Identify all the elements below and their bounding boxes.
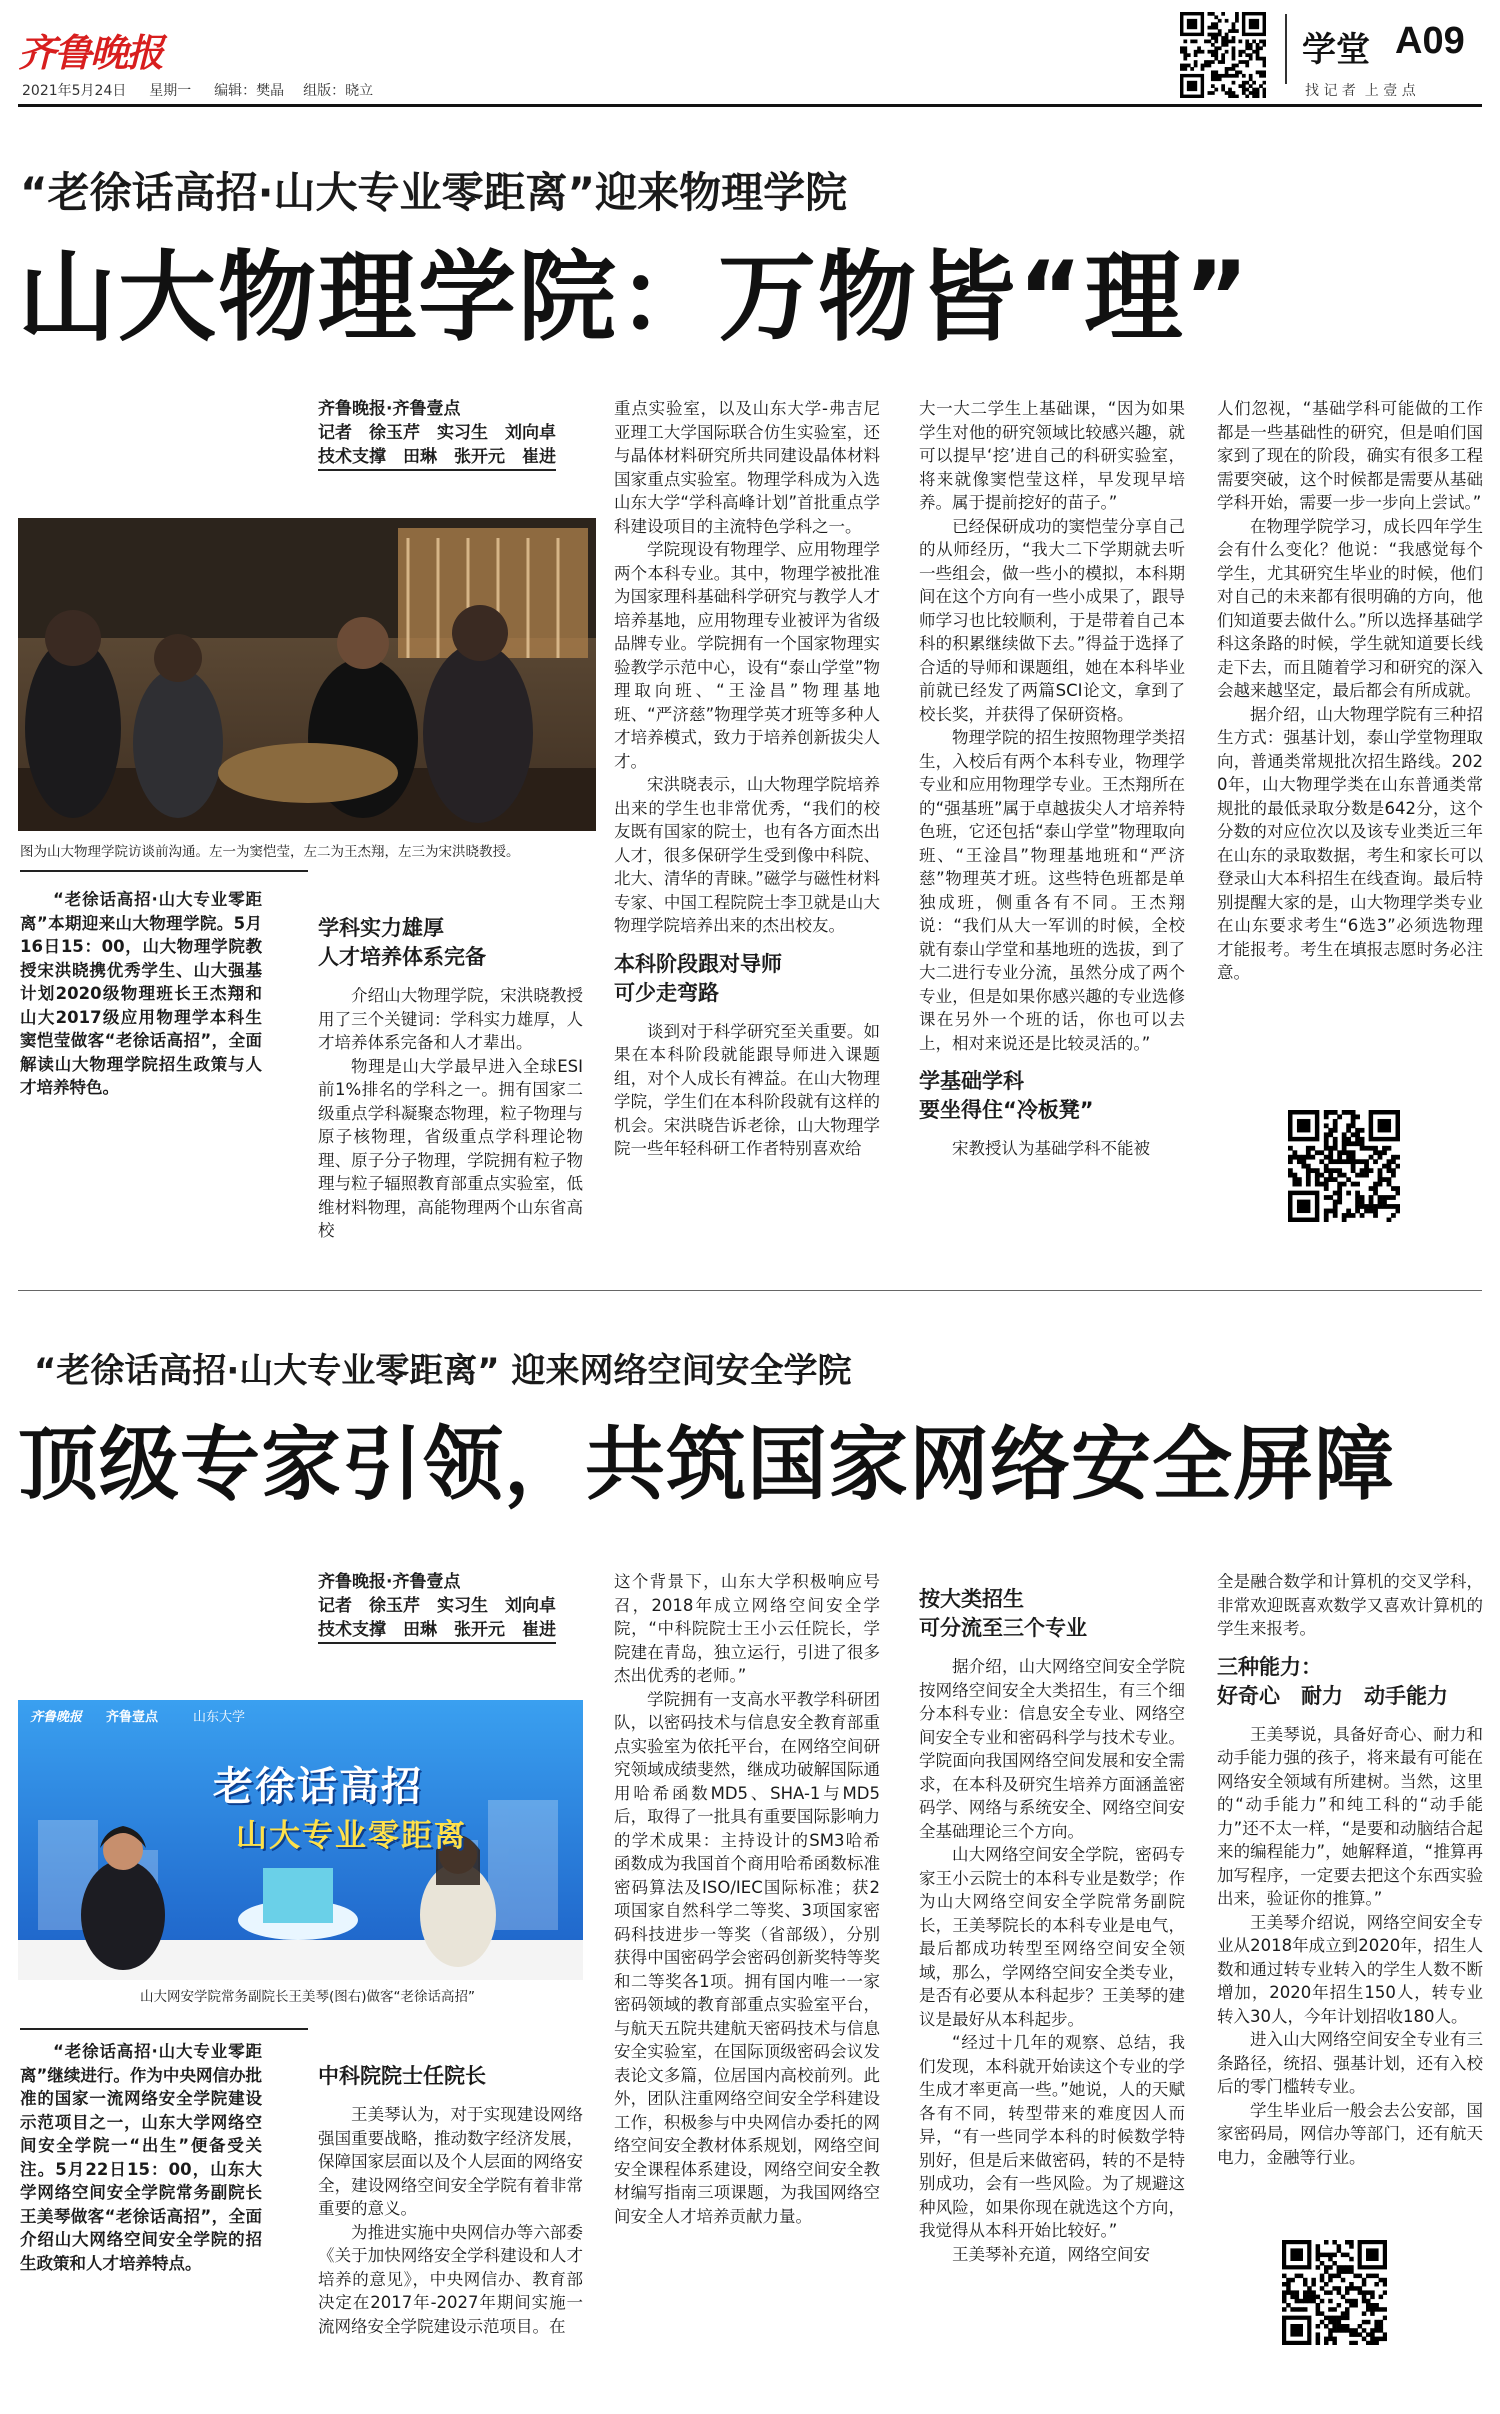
article1-photo [18,518,596,831]
qr-code-icon [1288,1110,1400,1222]
body-paragraph: 大一大二学生上基础课，“因为如果学生对他的研究领域比较感兴趣，就可以提早‘挖’进自己的科研实验室，将来就像窦恺莹这样，早发现早培养。属于提前挖好的苗子。” [919,399,1185,512]
article1-lead [20,888,262,1100]
article2-lead [20,2040,262,2275]
body-paragraph: 为推进实施中央网信办等六部委《关于加快网络安全学科建设和人才培养的意见》，中央网信办、教育部决定在2017年-2027年期间实施一流网络安全学院建设示范项目。在 [318,2222,583,2336]
photo-title1: 老徐话高招 [213,1764,423,1810]
body-paragraph: 宋洪晓表示，山大物理学院培养出来的学生也非常优秀，“我们的校友既有国家的院士，也有各方面杰出人才，很多保研学生受到像中科院、北大、清华的青睐。”磁学与磁性材料专家、中国工程院院士李卫就是山大物理学院培养出来的杰出校友。 [614,775,880,935]
body-paragraph: 物理学院的招生按照物理学类招生，入校后有两个本科专业，物理学专业和应用物理学专业。王杰翔所在的“强基班”属于卓越拔尖人才培养特色班，它还包括“泰山学堂”物理取向班、“王淦昌”物理基地班和“严济慈”物理英才班。这些特色班都是单独成班，侧重各有不同。王杰翔说：“我们从大一军训的时候，全校就有泰山学堂和基地班的选拔，到了大二进行专业分流，虽然分成了两个专业，但是如果你感兴趣的专业选修课在另外一个班的话，你也可以去上，相对来说还是比较灵活的。” [919,728,1185,1053]
masthead [0,0,1500,110]
slogan: 找 记 者 上 壹 点 [1305,83,1416,99]
byline-line: 技术支撑 田琳 张开元 崔进 [318,1618,556,1644]
section-title: 学堂 [1302,30,1370,70]
article2-col2 [318,2050,583,2390]
article1-col2 [318,902,583,1272]
article-separator [18,1290,1482,1291]
weekday: 星期一 [149,83,192,99]
body-paragraph: 山大网络空间安全学院，密码专家王小云院士的本科专业是数学；作为山大网络空间安全学院常务副院长，王美琴院长的本科专业是电气，最后都成功转型至网络空间安全领域，那么，学网络空间安全类专业，是否有必要从本科起步？王美琴的建议是最好从本科起步。 [919,1845,1185,2029]
lead-text: “老徐话高招·山大专业零距离”本期迎来山大物理学院。5月16日15：00，山大物理学院教授宋洪晓携优秀学生、山大强基计划2020级物理班长王杰翔和山大2017级应用物理学本科生窦恺莹做客“老徐话高招”，全面解读山大物理学院招生政策与人才培养特色。 [20,890,262,1097]
editor: 编辑：樊晶 [214,83,285,99]
body-paragraph: 学生毕业后一般会去公安部，国家密码局，网信办等部门，还有航天电力，金融等行业。 [1217,2100,1483,2167]
photo-logo-right: 山东大学 [193,1710,246,1725]
article1-col3 [614,397,880,1277]
article2-col3 [614,1570,880,2395]
body-paragraph: 谈到对于科学研究至关重要。如果在本科阶段就能跟导师进入课题组，对个人成长有裨益。在山大物理学院，学生们在本科阶段就有这样的机会。宋洪晓告诉老徐，山大物理学院一些年轻科研工作者特别喜欢给 [614,1021,880,1158]
body-paragraph: 学院现设有物理学、应用物理学两个本科专业。其中，物理学被批准为国家理科基础科学研究与教学人才培养基地，应用物理专业被评为省级品牌专业。学院拥有一个国家物理实验教学示范中心，设有“泰山学堂”物理取向班、“王淦昌”物理基地班、“严济慈”物理学英才班等多种人才培养模式，致力于培养创新拔尖人才。 [614,540,880,771]
date-line [22,80,373,100]
body-paragraph: 王美琴认为，对于实现建设网络强国重要战略，推动数字经济发展，保障国家层面以及个人层面的网络安全，建设网络空间安全学院有着非常重要的意义。 [318,2105,583,2218]
byline-line: 齐鲁晚报·齐鲁壹点 [318,1572,461,1592]
body-paragraph: 物理是山大学最早进入全球ESI前1%排名的学科之一。拥有国家二级重点学科凝聚态物理，粒子物理与原子核物理，省级重点学科理论物理、原子分子物理，学院拥有粒子物理与粒子辐照教育部重点实验室，低维材料物理，高能物理两个山东省高校 [318,1056,583,1240]
qr-code-icon [1282,2240,1387,2345]
lead-rule [20,870,308,872]
body-paragraph: 重点实验室，以及山东大学-弗吉尼亚理工大学国际联合仿生实验室，还与晶体材料研究所共同建设晶体材料国家重点实验室。物理学科成为入选山东大学“学科高峰计划”首批重点学科建设项目的主流特色学科之一。 [614,399,880,536]
body-paragraph: “经过十几年的观察、总结，我们发现，本科就开始读这个专业的学生成才率更高一些。”她说，人的天赋各有不同，转型带来的难度因人而异，“有一些同学本科的时候数学特别好，但是后来做密码，转的不是特别成功，会有一些风险。为了规避这种风险，如果你现在就选这个方向，我觉得从本科开始比较好。” [919,2033,1185,2240]
photo-title2: 山大专业零距离 [236,1818,467,1854]
body-paragraph: 全是融合数学和计算机的交叉学科，非常欢迎既喜欢数学又喜欢计算机的学生来报考。 [1217,1572,1483,1638]
subheading: 学基础学科 要坐得住“冷板凳” [919,1069,1094,1122]
subheading: 本科阶段跟对导师 可少走弯路 [614,951,782,1005]
byline-line: 技术支撑 田琳 张开元 崔进 [318,445,556,471]
lead-rule [20,2028,308,2030]
byline-line: 齐鲁晚报·齐鲁壹点 [318,399,461,419]
body-paragraph: 已经保研成功的窦恺莹分享自己的从师经历，“我大二下学期就去听一些组会，做一些小的模拟，本科期间在这个方向有一些小成果了，跟导师学习也比较顺利，于是带着自己本科的积累继续做下去。”得益于选择了合适的导师和课题组，她在本科毕业前就已经发了两篇SCI论文，拿到了校长奖，并获得了保研资格。 [919,516,1185,724]
paper-logo: 齐鲁晚报 [18,30,163,75]
article1-photo-caption: 图为山大物理学院访谈前沟通。左一为窦恺莹，左二为王杰翔，左三为宋洪晓教授。 [20,844,520,860]
body-paragraph: 据介绍，山大网络空间安全学院按网络空间安全大类招生，有三个细分本科专业：信息安全专业、网络空间安全专业和密码科学与技术专业。学院面向我国网络空间发展和安全需求，在本科及研究生培养方面涵盖密码学、网络与系统安全、网络空间安全基础理论三个方向。 [919,1657,1185,1841]
page-number: A09 [1395,20,1465,62]
body-paragraph: 介绍山大物理学院，宋洪晓教授用了三个关键词：学科实力雄厚，人才培养体系完备和人才辈出。 [318,986,583,1052]
article1-col4 [919,397,1185,1277]
article2-col4 [919,1585,1185,2395]
article1-byline [318,397,608,471]
article2-byline [318,1570,608,1644]
subheading: 中科院院士任院长 [318,2064,486,2088]
body-paragraph: 宋教授认为基础学科不能被 [952,1139,1150,1158]
article2-headline: 顶级专家引领，共筑国家网络安全屏障 [18,1418,1395,1511]
body-paragraph: 人们忽视，“基础学科可能做的工作都是一些基础性的研究，但是咱们国家到了现在的阶段，确实有很多工程需要突破，这个时候都是需要从基础学科开始，需要一步一步向上尝试。” [1217,399,1483,512]
subheading: 按大类招生 可分流至三个专业 [919,1587,1087,1640]
byline-line: 记者 徐玉芹 实习生 刘向卓 [318,1596,556,1616]
masthead-rule [18,104,1482,107]
body-paragraph: 王美琴补充道，网络空间安 [952,2244,1150,2264]
photo-logo-left: 齐鲁晚报 [30,1710,83,1725]
qr-code-icon [1180,12,1266,98]
body-paragraph: 这个背景下，山东大学积极响应号召，2018年成立网络空间安全学院，“中科院院士王小云任院长，学院建在青岛，独立运行，引进了很多杰出优秀的老师。” [614,1572,880,1685]
article1-col5 [1217,397,1483,1097]
article2-photo [18,1700,583,1980]
body-paragraph: 王美琴说，具备好奇心、耐力和动手能力强的孩子，将来最有可能在网络安全领域有所建树。当然，这里的“动手能力”和纯工科的“动手能力”还不太一样，“是要和动脑结合起来的编程能力”，她解释道，“推算再加写程序，一定要去把这个东西实验出来，验证你的推算。” [1217,1724,1483,1908]
byline-line: 记者 徐玉芹 实习生 刘向卓 [318,423,556,443]
subheading: 学科实力雄厚 人才培养体系完备 [318,916,486,969]
subheading: 三种能力： 好奇心 耐力 动手能力 [1217,1654,1448,1708]
masthead-divider [1285,14,1287,84]
body-paragraph: 学院拥有一支高水平教学科研团队，以密码技术与信息安全教育部重点实验室为依托平台，在网络空间研究领域成绩斐然，继成功破解国际通用哈希函数MD5、SHA-1与MD5后，取得了一批具有重要国际影响力的学术成果：主持设计的SM3哈希函数成为我国首个商用哈希函数标准密码算法及ISO/IEC国际标准；获2项国家自然科学二等奖、3项国家密码科技进步一等奖（省部级），分别获得中国密码学会密码创新奖特等奖和二等奖各1项。拥有国内唯一一家密码领域的教育部重点实验室平台，与航天五院共建航天密码技术与信息安全实验室，在国际顶级密码会议发表论文多篇，位居国内高校前列。此外，团队注重网络空间安全学科建设工作，积极参与中央网信办委托的网络空间安全教材体系规划，网络空间安全课程体系建设，网络空间安全教材编写指南三项课题，为我国网络空间安全人才培养贡献力量。 [614,1689,880,2226]
interview-photo [18,518,596,831]
layout-credit: 组版：晓立 [303,83,374,99]
article2-kicker: “老徐话高招·山大专业零距离” 迎来网络空间安全学院 [34,1351,852,1391]
body-paragraph: 王美琴介绍说，网络空间安全专业从2018年成立到2020年，招生人数和通过转专业转入的学生人数不断增加，2020年招生150人，转专业转入30人，今年计划招收180人。 [1217,1912,1483,2026]
body-paragraph: 据介绍，山大物理学院有三种招生方式：强基计划，泰山学堂物理取向，普通类常规批次招生路线。2020年，山大物理学类在山东普通类常规批的最低录取分数是642分，这个分数的对应位次以及该专业类近三年在山东的录取数据，考生和家长可以登录山大本科招生在线查询。最后特别提醒大家的是，山大物理学类专业在山东要求考生“6选3”必须选物理才能报考。考生在填报志愿时务必注意。 [1217,704,1483,982]
article2-col5 [1217,1570,1483,2230]
date: 2021年5月24日 [22,83,127,99]
article1-headline: 山大物理学院：万物皆“理” [18,241,1251,355]
article2-photo-caption: 山大网安学院常务副院长王美琴(图右)做客“老徐话高招” [140,1989,476,2005]
body-paragraph: 进入山大网络空间安全专业有三条路径，统招、强基计划，还有入校后的零门槛转专业。 [1217,2030,1483,2096]
article1-kicker: “老徐话高招·山大专业零距离”迎来物理学院 [20,168,848,217]
lead-text: “老徐话高招·山大专业零距离”继续进行。作为中央网信办批准的国家一流网络安全学院建设示范项目之一，山东大学网络空间安全学院一“出生”便备受关注。5月22日15：00，山东大学网络空间安全学院常务副院长王美琴做客“老徐话高招”，全面介绍山大网络空间安全学院的招生政策和人才培养特点。 [20,2042,262,2273]
photo-logo-mid: 齐鲁壹点 [106,1710,159,1725]
body-paragraph: 在物理学院学习，成长四年学生会有什么变化？他说：“我感觉每个学生，尤其研究生毕业的时候，他们对自己的未来都有很明确的方向，他们知道要去做什么。”所以选择基础学科这条路的时候，学生就知道要长线走下去，而且随着学习和研究的深入会越来越坚定，最后都会有所成就。 [1217,516,1483,700]
